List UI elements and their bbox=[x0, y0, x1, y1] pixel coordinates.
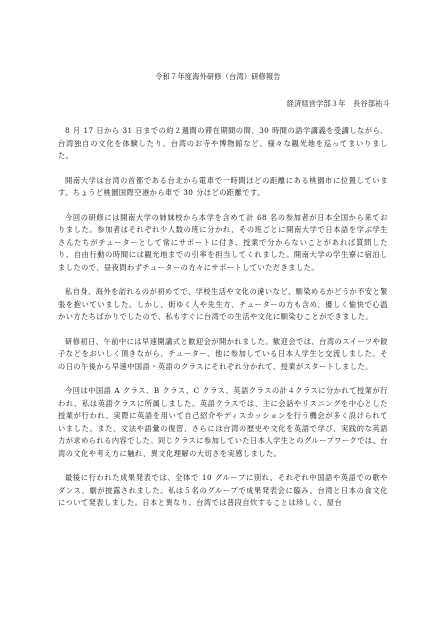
report-body bbox=[58, 125, 388, 522]
paragraph: 今回は中国語 A クラス、B クラス、C クラス、英語クラスの計４クラスに分かれて授業が行われ、私は英語クラスに所属しました。英語クラスでは、主に会話やリスニングを中心とした授業が行われ、実際に英語を用いて自己紹介やディスカッションを行う機会が多く設けられていました。また、文法や語彙の復習、さらには台湾の歴史や文化を英語で学び、実践的な英語力が求められる内容でした。同じクラスに参加していた日本人学生とのグループワークでは、台湾の文化や考え方に触れ、異文化理解の大切さを実感しました。 bbox=[58, 386, 388, 458]
paragraph: 開南大学は台湾の首都である台北から電車で一時間ほどの距離にある桃園市に位置しています。ちょうど桃園国際空港から車で 30 分ほどの距離です。 bbox=[58, 175, 388, 197]
paragraph: 今回の研修には開南大学の姉妹校から本学を含めて計 68 名の参加者が日本全国から来ておりました。参加者はそれぞれ少人数の班に分かれ、その班ごとに開南大学で日本語を学ぶ学生さんたちがチューターとして常にサポートに付き、授業で分からないことがあれば質問したり、自由行動の時間には観光地までの引率を担当してくれました。開南大学の学生寮に宿泊しましたので、昼夜問わずチューターの方々にサポートしていただきました。 bbox=[58, 212, 388, 272]
paragraph: 8 月 17 日から 31 日までの約２週間の滞在期間の間、30 時間の語学講義を受講しながら、台湾独自の文化を体験したり、台湾のお寺や博物館など、様々な観光地を巡ってまいりました。 bbox=[58, 126, 388, 160]
paragraph: 私自身、海外を訪れるのが初めてで、学校生活や文化の違いなど、馴染めるかどうか不安と緊張を抱いていました。しかし、街ゆく人や先生方、チューターの方も含め、優しく愉快で心温かい方たちばかりでしたので、私もすぐに台湾での生活や文化に馴染むことができました。 bbox=[58, 287, 388, 321]
author-line: 経済経営学部３年 長谷部祐斗 bbox=[286, 99, 390, 108]
paragraph: 最後に行われた成果発表では、全体で 10 グループに別れ、それぞれ中国語や英語での歌やダンス、劇が披露されました。私は５名のグループで成果発表会に臨み、台湾と日本の食文化について発表しました。日本と異なり、台湾では普段自炊することは珍しく、屋台 bbox=[58, 473, 388, 507]
paragraph: 研修初日、午前中には早速開講式と歓迎会が開かれました。歓迎会では、台湾のスイーツや餃子などをおいしく頂きながら、チューター、他に参加している日本人学生と交流しました。その日の午後から早速中国語・英語のクラスにそれぞれ分かれて、授業がスタートしました。 bbox=[58, 336, 388, 371]
page-title: 令和７年度海外研修（台湾）研修報告 bbox=[155, 72, 281, 81]
